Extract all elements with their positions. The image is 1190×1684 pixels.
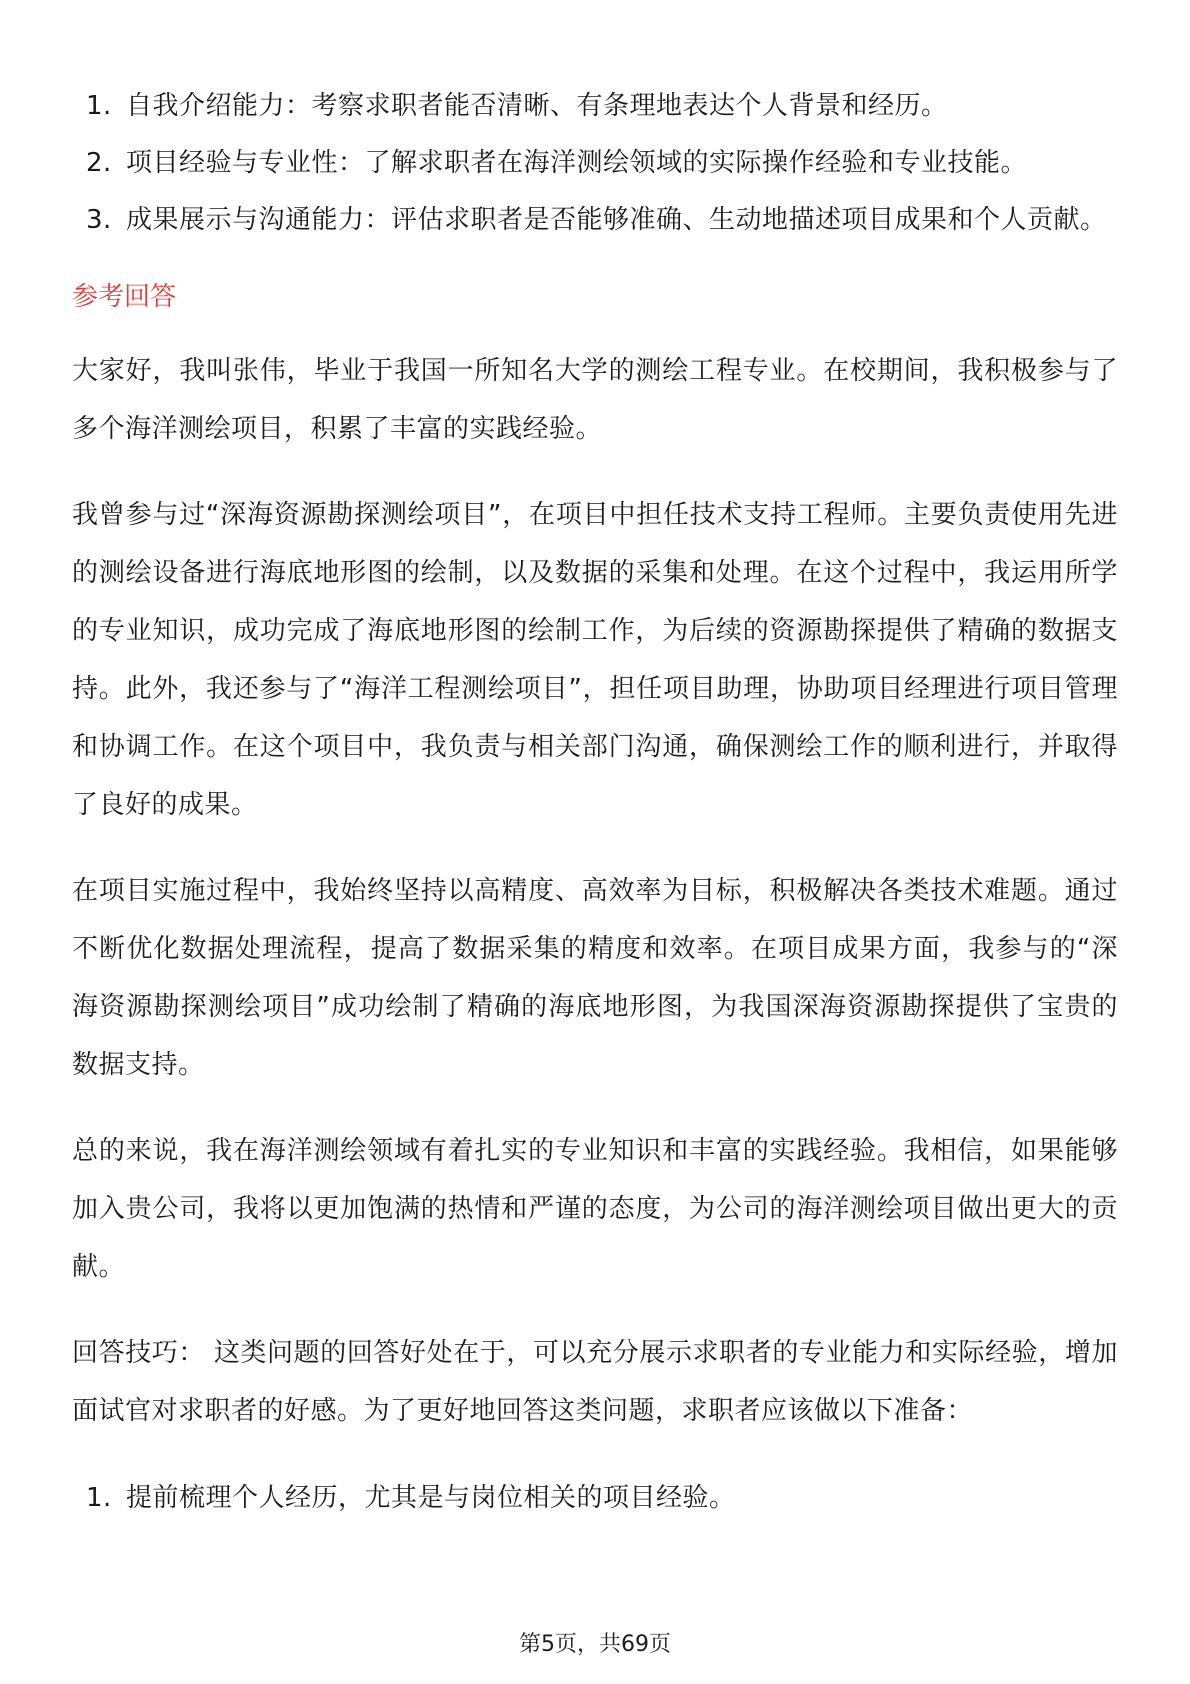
- answer-paragraph-intro: 大家好，我叫张伟，毕业于我国一所知名大学的测绘工程专业。在校期间，我积极参与了多个海洋测绘项目，积累了丰富的实践经验。: [72, 356, 1118, 444]
- list-text: 项目经验与专业性：了解求职者在海洋测绘领域的实际操作经验和专业技能。: [126, 148, 1028, 178]
- list-number: 1.: [86, 1483, 112, 1513]
- list-text: 自我介绍能力：考察求职者能否清晰、有条理地表达个人背景和经历。: [126, 91, 948, 121]
- list-number: 2.: [86, 148, 112, 178]
- document-page: [72, 78, 1118, 1527]
- list-number: 3.: [86, 205, 112, 235]
- section-title-reference-answer: 参考回答: [72, 282, 177, 312]
- answer-tips-paragraph: 回答技巧： 这类问题的回答好处在于，可以充分展示求职者的专业能力和实际经验，增加面试官对求职者的好感。为了更好地回答这类问题，求职者应该做以下准备：: [72, 1338, 1118, 1426]
- list-text: 提前梳理个人经历，尤其是与岗位相关的项目经验。: [126, 1483, 736, 1513]
- list-text: 成果展示与沟通能力：评估求职者是否能够准确、生动地描述项目成果和个人贡献。: [126, 205, 1107, 235]
- evaluation-list: [72, 78, 1118, 249]
- answer-paragraph-achievement: 在项目实施过程中，我始终坚持以高精度、高效率为目标，积极解决各类技术难题。通过不断优化数据处理流程，提高了数据采集的精度和效率。在项目成果方面，我参与的“深海资源勘探测绘项目”成功绘制了精确的海底地形图，为我国深海资源勘探提供了宝贵的数据支持。: [72, 876, 1118, 1080]
- list-item: [72, 135, 1118, 192]
- answer-paragraph-summary: 总的来说，我在海洋测绘领域有着扎实的专业知识和丰富的实践经验。我相信，如果能够加入贵公司，我将以更加饱满的热情和严谨的态度，为公司的海洋测绘项目做出更大的贡献。: [72, 1136, 1118, 1282]
- list-item: [72, 1470, 1118, 1527]
- list-number: 1.: [86, 91, 112, 121]
- list-item: [72, 78, 1118, 135]
- answer-paragraph-experience: 我曾参与过“深海资源勘探测绘项目”，在项目中担任技术支持工程师。主要负责使用先进的测绘设备进行海底地形图的绘制，以及数据的采集和处理。在这个过程中，我运用所学的专业知识，成功完成了海底地形图的绘制工作，为后续的资源勘探提供了精确的数据支持。此外，我还参与了“海洋工程测绘项目”，担任项目助理，协助项目经理进行项目管理和协调工作。在这个项目中，我负责与相关部门沟通，确保测绘工作的顺利进行，并取得了良好的成果。: [72, 500, 1118, 820]
- page-number-footer: 第5页，共69页: [519, 1632, 671, 1657]
- preparation-list: [72, 1470, 1118, 1527]
- list-item: [72, 192, 1118, 249]
